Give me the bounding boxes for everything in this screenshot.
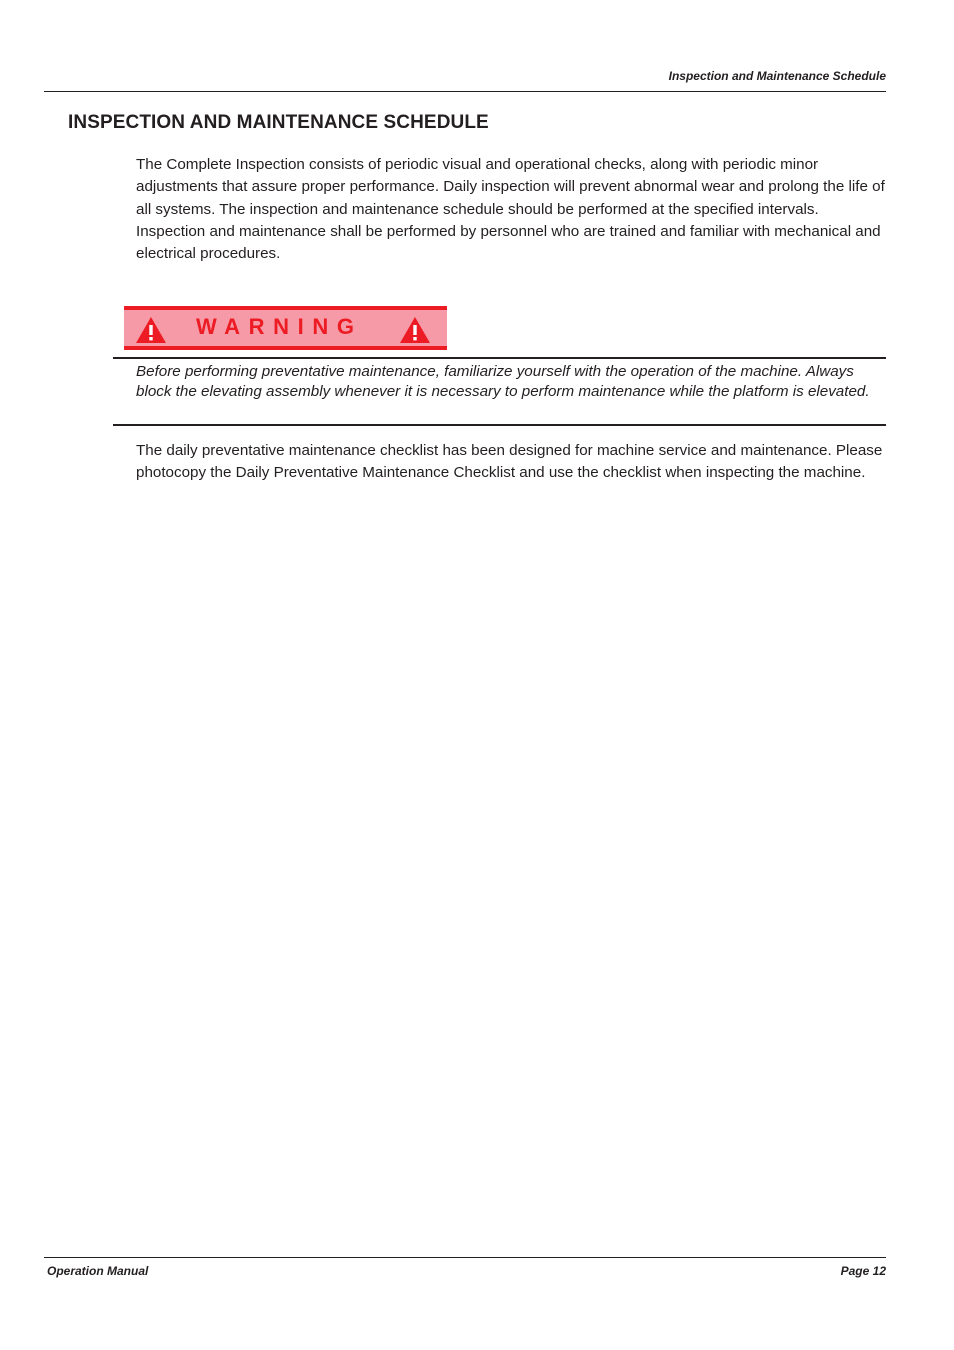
- footer-rule: [44, 1257, 886, 1258]
- warning-banner: [124, 306, 447, 350]
- running-header: Inspection and Maintenance Schedule: [668, 69, 886, 83]
- warning-text: Before performing preventative maintenance, familiarize yourself with the operation of the machine. Always block the elevating assembly whenever it is necessary to perform maintenance while the platform is elevated.: [136, 363, 870, 400]
- intro-paragraph: The Complete Inspection consists of periodic visual and operational checks, along with periodic minor adjustments that assure proper performance. Daily inspection will prevent abnormal wear and prolong the life of all systems. The inspection and maintenance schedule should be performed at the specified intervals. Inspection and maintenance shall be performed by personnel who are trained and familiar with mechanical and electrical procedures.: [136, 156, 885, 263]
- footer-manual-title: Operation Manual: [47, 1264, 149, 1278]
- page-number: Page 12: [840, 1264, 886, 1278]
- warning-bottom-rule: [113, 424, 886, 426]
- header-rule: [44, 91, 886, 92]
- warning-triangle-icon: [135, 316, 167, 344]
- checklist-paragraph: The daily preventative maintenance checklist has been designed for machine service and maintenance. Please photocopy the Daily Preventative Maintenance Checklist and use the checklist when inspecting the machine.: [136, 442, 883, 482]
- warning-label: WARNING: [196, 314, 363, 339]
- section-title: INSPECTION AND MAINTENANCE SCHEDULE: [68, 112, 489, 133]
- warning-top-rule: [113, 357, 886, 359]
- warning-triangle-icon: [399, 316, 431, 344]
